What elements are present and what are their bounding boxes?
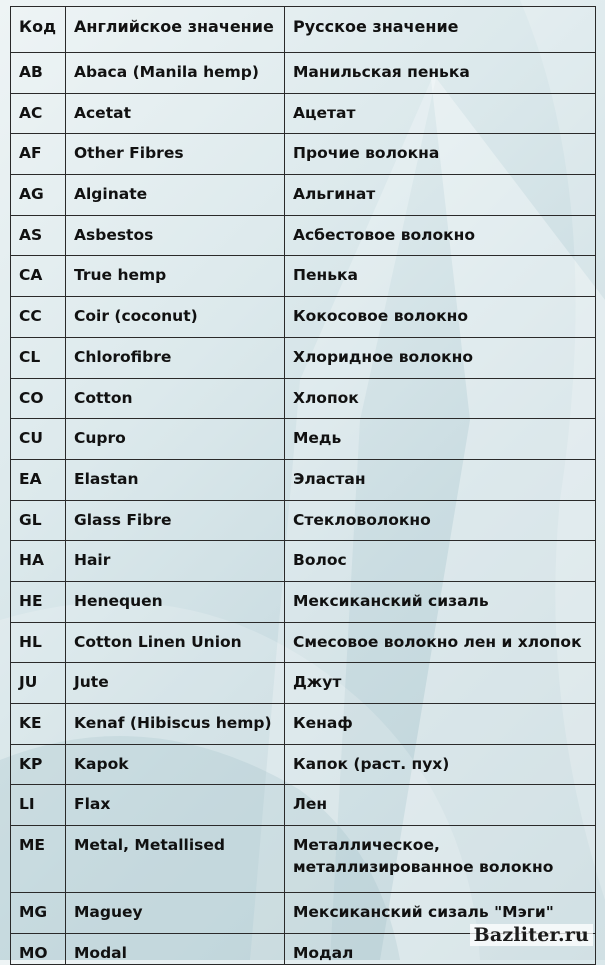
cell-english: Jute [66,663,285,704]
cell-code: AB [11,53,66,94]
cell-russian: Джут [285,663,596,704]
cell-russian: Металлическое, металлизированное волокно [285,826,596,893]
header-russian: Русское значение [285,7,596,53]
table-row [11,378,596,419]
cell-english: Chlorofibre [66,337,285,378]
cell-code: EA [11,459,66,500]
table-row [11,215,596,256]
cell-english: Hair [66,541,285,582]
cell-russian: Манильская пенька [285,53,596,94]
cell-english: Asbestos [66,215,285,256]
cell-code: CC [11,297,66,338]
table-row [11,297,596,338]
table-row [11,459,596,500]
table-row [11,93,596,134]
cell-code: MG [11,893,66,934]
cell-code: KP [11,744,66,785]
cell-russian: Ацетат [285,93,596,134]
cell-russian: Лен [285,785,596,826]
cell-code: HA [11,541,66,582]
cell-english: Alginate [66,175,285,216]
table-row [11,744,596,785]
table-row [11,622,596,663]
fiber-codes-table-wrapper [10,6,595,965]
cell-russian: Смесовое волокно лен и хлопок [285,622,596,663]
table-row [11,337,596,378]
cell-english: Kenaf (Hibiscus hemp) [66,704,285,745]
cell-russian: Хлопок [285,378,596,419]
table-row [11,785,596,826]
header-english: Английское значение [66,7,285,53]
cell-english: Abaca (Manila hemp) [66,53,285,94]
cell-russian: Кенаф [285,704,596,745]
table-header-row [11,7,596,53]
cell-code: AC [11,93,66,134]
cell-code: CL [11,337,66,378]
table-row [11,53,596,94]
cell-english: Coir (coconut) [66,297,285,338]
cell-english: Acetat [66,93,285,134]
cell-russian: Кокосовое волокно [285,297,596,338]
cell-russian: Модал [285,933,596,964]
cell-english: Cupro [66,419,285,460]
cell-code: CA [11,256,66,297]
cell-code: CO [11,378,66,419]
table-row [11,704,596,745]
cell-russian: Хлоридное волокно [285,337,596,378]
cell-code: JU [11,663,66,704]
table-row [11,256,596,297]
cell-code: ME [11,826,66,893]
cell-english: Other Fibres [66,134,285,175]
cell-code: AF [11,134,66,175]
cell-russian: Капок (раст. пух) [285,744,596,785]
cell-russian: Пенька [285,256,596,297]
table-row [11,541,596,582]
cell-english: Henequen [66,581,285,622]
cell-code: AS [11,215,66,256]
table-row [11,419,596,460]
cell-code: LI [11,785,66,826]
table-row [11,826,596,893]
table-row [11,175,596,216]
cell-code: KE [11,704,66,745]
cell-english: Elastan [66,459,285,500]
cell-english: Glass Fibre [66,500,285,541]
cell-english: True hemp [66,256,285,297]
cell-english: Flax [66,785,285,826]
cell-russian: Медь [285,419,596,460]
cell-code: AG [11,175,66,216]
cell-english: Kapok [66,744,285,785]
cell-russian: Эластан [285,459,596,500]
table-row [11,500,596,541]
table-row [11,581,596,622]
cell-russian: Волос [285,541,596,582]
cell-english: Cotton [66,378,285,419]
cell-english: Maguey [66,893,285,934]
cell-english: Modal [66,933,285,964]
cell-english: Metal, Metallised [66,826,285,893]
cell-russian: Мексиканский сизаль [285,581,596,622]
cell-russian: Стекловолокно [285,500,596,541]
cell-code: HL [11,622,66,663]
cell-english: Cotton Linen Union [66,622,285,663]
cell-code: HE [11,581,66,622]
cell-code: CU [11,419,66,460]
table-row [11,663,596,704]
table-row [11,134,596,175]
header-code: Код [11,7,66,53]
cell-russian: Прочие волокна [285,134,596,175]
cell-code: GL [11,500,66,541]
cell-russian: Мексиканский сизаль "Мэги" [285,893,596,934]
cell-russian: Альгинат [285,175,596,216]
fiber-codes-table [10,6,596,965]
cell-code: MO [11,933,66,964]
cell-russian: Асбестовое волокно [285,215,596,256]
site-watermark: Bazliter.ru [470,924,593,946]
